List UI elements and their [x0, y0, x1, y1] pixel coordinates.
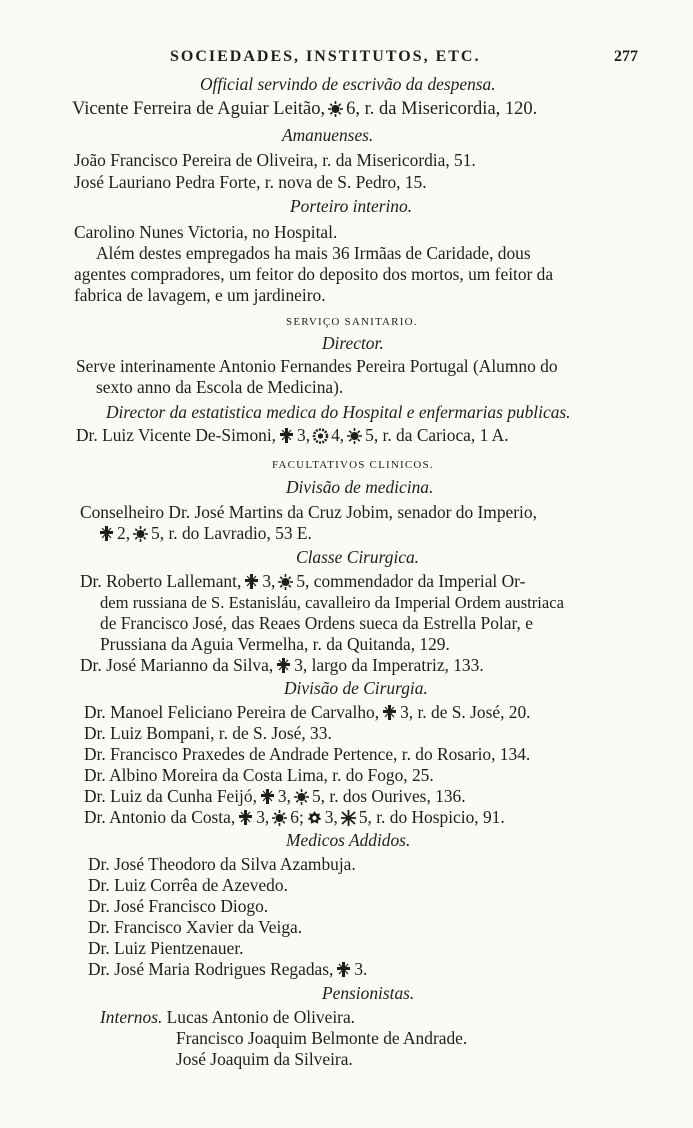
text-line: fabrica de lavagem, e um jardineiro.: [74, 285, 326, 305]
cross-order-icon: [275, 657, 292, 674]
section-heading: Official servindo de escrivão da despensa.: [200, 74, 496, 94]
sun-order-icon: [277, 573, 294, 590]
text-line: Dr. Luiz Bompani, r. de S. José, 33.: [84, 723, 332, 743]
section-heading: Classe Cirurgica.: [296, 547, 420, 567]
text-line: de Francisco José, das Reaes Ordens sueca da Estrella Polar, e: [100, 613, 533, 633]
text: 5, r. do Lavradio, 53 E.: [151, 523, 312, 543]
text-line: Serve interinamente Antonio Fernandes Pereira Portugal (Alumno do: [76, 356, 558, 376]
text: 5, r. dos Ourives, 136.: [311, 786, 466, 806]
section-heading: FACULTATIVOS CLINICOS.: [272, 459, 434, 471]
text-line: [96, 523, 312, 544]
text-line: [100, 1007, 355, 1028]
text-line: Dr. José Theodoro da Silva Azambuja.: [88, 854, 356, 874]
text: Dr. Luiz Vicente De-Simoni,: [76, 425, 277, 445]
text-line: Dr. Luiz Pientzenauer.: [88, 938, 244, 958]
sun-order-icon: [327, 100, 344, 117]
text: 3,: [256, 807, 270, 827]
text: Lucas Antonio de Oliveira.: [166, 1007, 356, 1027]
sun-order-icon: [132, 525, 149, 542]
sun-order-icon: [271, 809, 288, 826]
text-line: João Francisco Pereira de Oliveira, r. da Misericordia, 51.: [74, 150, 476, 170]
text-line: [84, 786, 466, 807]
section-heading: Divisão de medicina.: [286, 477, 434, 497]
text: Dr. Roberto Lallemant,: [80, 571, 242, 591]
text: 3, largo da Imperatriz, 133.: [294, 655, 484, 675]
text: Dr. Luiz da Cunha Feijó,: [84, 786, 257, 806]
text: Dr. Antonio da Costa,: [84, 807, 236, 827]
label: Internos.: [100, 1007, 163, 1027]
text: 5, r. da Carioca, 1 A.: [365, 425, 509, 445]
text-line: Carolino Nunes Victoria, no Hospital.: [74, 222, 338, 242]
cross-order-icon: [259, 788, 276, 805]
text-line: José Lauriano Pedra Forte, r. nova de S. Pedro, 15.: [74, 172, 427, 192]
cross-order-icon: [237, 809, 254, 826]
text-line: [80, 571, 525, 592]
text-line: Francisco Joaquim Belmonte de Andrade.: [176, 1028, 468, 1048]
text: Dr. José Maria Rodrigues Regadas,: [88, 959, 334, 979]
cross-order-icon: [381, 704, 398, 721]
text-line: agentes compradores, um feitor do deposito dos mortos, um feitor da: [74, 264, 554, 284]
text: 6, r. da Misericordia, 120.: [346, 99, 538, 119]
text: 3,: [297, 425, 311, 445]
text-line: Dr. Francisco Praxedes de Andrade Pertence, r. do Rosario, 134.: [84, 744, 531, 764]
text: 6;: [290, 807, 304, 827]
cross-order-icon: [243, 573, 260, 590]
text-line: Dr. Luiz Corrêa de Azevedo.: [88, 875, 288, 895]
section-heading: SERVIÇO SANITARIO.: [286, 316, 418, 328]
text-line: Além destes empregados ha mais 36 Irmãas de Caridade, dous: [96, 243, 531, 263]
text: 5, r. do Hospicio, 91.: [358, 807, 505, 827]
page-number: 277: [614, 48, 638, 65]
cross-order-icon: [98, 525, 115, 542]
section-heading: Amanuenses.: [282, 125, 374, 145]
text-line: Conselheiro Dr. José Martins da Cruz Jobim, senador do Imperio,: [80, 502, 537, 522]
text: 4,: [331, 425, 345, 445]
text-line: José Joaquim da Silveira.: [176, 1049, 353, 1069]
sun-order-icon: [346, 427, 363, 444]
running-header: SOCIEDADES, INSTITUTOS, ETC.: [170, 48, 481, 65]
text-line: Dr. Albino Moreira da Costa Lima, r. do Fogo, 25.: [84, 765, 434, 785]
rose-order-icon: [306, 809, 323, 826]
text-line: dem russiana de S. Estanisláu, cavalleiro da Imperial Ordem austriaca: [100, 593, 564, 612]
sun-order-icon: [293, 788, 310, 805]
text-line: [76, 425, 509, 446]
section-heading: Porteiro interino.: [290, 196, 413, 216]
text: 3.: [354, 959, 368, 979]
text: 3,: [277, 786, 291, 806]
text-line: [84, 807, 505, 828]
text: Dr. Manoel Feliciano Pereira de Carvalho,: [84, 702, 380, 722]
section-heading: Divisão de Cirurgia.: [284, 678, 428, 698]
cross-order-icon: [335, 961, 352, 978]
text-line: sexto anno da Escola de Medicina).: [96, 377, 344, 397]
text: 3, r. de S. José, 20.: [400, 702, 531, 722]
text: 2,: [117, 523, 131, 543]
star-order-icon: [340, 809, 357, 826]
wreath-order-icon: [312, 427, 329, 444]
text-line: [72, 99, 537, 120]
text: Dr. José Marianno da Silva,: [80, 655, 274, 675]
text: 3,: [324, 807, 338, 827]
section-heading: Director.: [322, 333, 384, 353]
text-line: [84, 702, 531, 723]
text-line: Dr. José Francisco Diogo.: [88, 896, 269, 916]
section-heading: Director da estatistica medica do Hospital e enfermarias publicas.: [106, 402, 571, 422]
text-line: [88, 959, 367, 980]
cross-order-icon: [278, 427, 295, 444]
section-heading: Medicos Addidos.: [286, 830, 411, 850]
text: 3,: [262, 571, 276, 591]
text: 5, commendador da Imperial Or-: [296, 571, 526, 591]
text-line: [80, 655, 484, 676]
text-line: Dr. Francisco Xavier da Veiga.: [88, 917, 303, 937]
text: Vicente Ferreira de Aguiar Leitão,: [72, 99, 326, 119]
text-line: Prussiana da Aguia Vermelha, r. da Quitanda, 129.: [100, 634, 450, 654]
section-heading: Pensionistas.: [322, 983, 415, 1003]
